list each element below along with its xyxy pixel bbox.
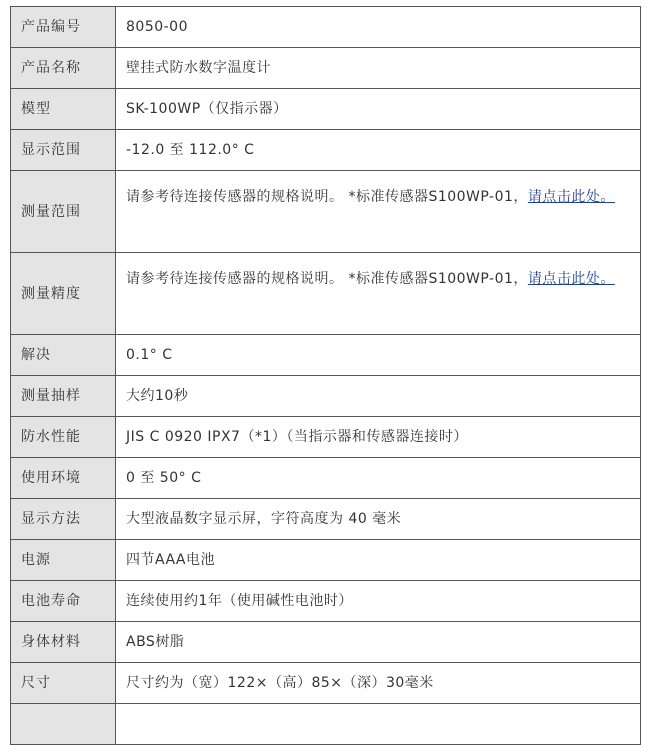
row-value: 大约10秒 bbox=[116, 376, 641, 417]
table-row bbox=[11, 540, 641, 581]
click-here-link[interactable]: 请点击此处。 bbox=[527, 189, 615, 205]
row-value: 四节AAA电池 bbox=[116, 540, 641, 581]
spec-table bbox=[10, 6, 641, 745]
row-value: 大型液晶数字显示屏，字符高度为 40 毫米 bbox=[116, 499, 641, 540]
row-value bbox=[116, 253, 641, 335]
click-here-link[interactable]: 请点击此处。 bbox=[527, 271, 615, 287]
table-row bbox=[11, 253, 641, 335]
row-label: 使用环境 bbox=[11, 458, 116, 499]
row-value: ABS树脂 bbox=[116, 622, 641, 663]
table-row bbox=[11, 7, 641, 48]
row-value bbox=[116, 171, 641, 253]
row-value: 尺寸约为（宽）122×（高）85×（深）30毫米 bbox=[116, 663, 641, 704]
table-row bbox=[11, 48, 641, 89]
table-row bbox=[11, 499, 641, 540]
row-label: 身体材料 bbox=[11, 622, 116, 663]
table-row bbox=[11, 458, 641, 499]
table-row bbox=[11, 171, 641, 253]
row-label bbox=[11, 704, 116, 745]
row-value-text: 请参考待连接传感器的规格说明。 *标准传感器S100WP-01， bbox=[126, 271, 528, 287]
row-label: 显示方法 bbox=[11, 499, 116, 540]
table-row bbox=[11, 335, 641, 376]
table-row bbox=[11, 581, 641, 622]
row-value: 连续使用约1年（使用碱性电池时） bbox=[116, 581, 641, 622]
row-label: 测量精度 bbox=[11, 253, 116, 335]
row-label: 电源 bbox=[11, 540, 116, 581]
row-value bbox=[116, 704, 641, 745]
row-value: SK-100WP（仅指示器） bbox=[116, 89, 641, 130]
row-label: 显示范围 bbox=[11, 130, 116, 171]
table-row bbox=[11, 622, 641, 663]
row-value: 0.1° C bbox=[116, 335, 641, 376]
table-row bbox=[11, 89, 641, 130]
row-label: 电池寿命 bbox=[11, 581, 116, 622]
row-label: 防水性能 bbox=[11, 417, 116, 458]
row-value: 壁挂式防水数字温度计 bbox=[116, 48, 641, 89]
row-value: 8050-00 bbox=[116, 7, 641, 48]
row-value-text: 请参考待连接传感器的规格说明。 *标准传感器S100WP-01， bbox=[126, 189, 528, 205]
row-value: JIS C 0920 IPX7（*1）（当指示器和传感器连接时） bbox=[116, 417, 641, 458]
row-label: 尺寸 bbox=[11, 663, 116, 704]
row-label: 解决 bbox=[11, 335, 116, 376]
table-row bbox=[11, 663, 641, 704]
table-row bbox=[11, 376, 641, 417]
table-row-partial bbox=[11, 704, 641, 745]
table-row bbox=[11, 130, 641, 171]
row-label: 产品编号 bbox=[11, 7, 116, 48]
row-value: 0 至 50° C bbox=[116, 458, 641, 499]
row-label: 模型 bbox=[11, 89, 116, 130]
row-label: 测量抽样 bbox=[11, 376, 116, 417]
row-value: -12.0 至 112.0° C bbox=[116, 130, 641, 171]
table-row bbox=[11, 417, 641, 458]
spec-table-body bbox=[11, 7, 641, 745]
row-label: 产品名称 bbox=[11, 48, 116, 89]
row-label: 测量范围 bbox=[11, 171, 116, 253]
